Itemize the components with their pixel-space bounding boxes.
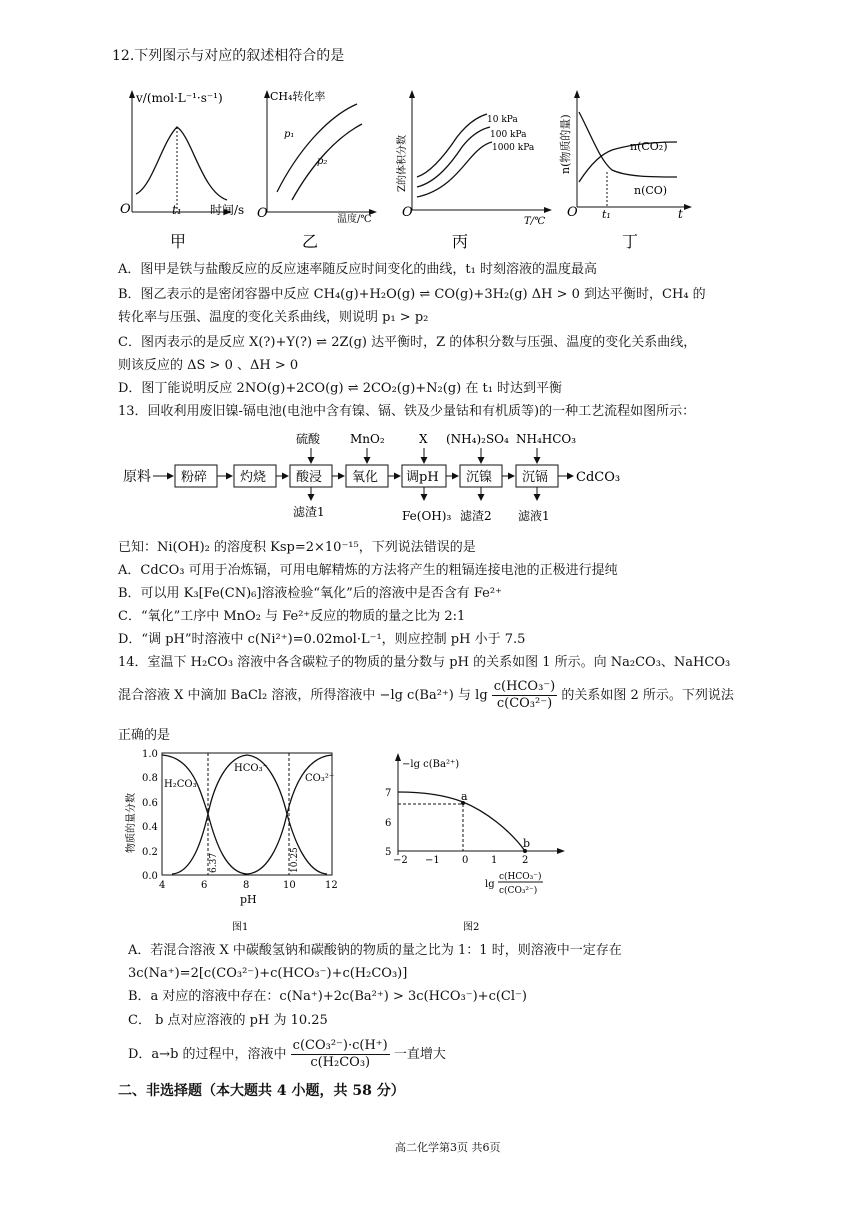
q14-option-d-num: c(CO₃²⁻)·c(H⁺) xyxy=(292,1038,388,1053)
q14-option-a-line2: 3c(Na⁺)=2[c(CO₃²⁻)+c(HCO₃⁻)+c(H₂CO₃)] xyxy=(128,966,408,981)
flow-output-1: 滤渣1 xyxy=(293,505,325,519)
page-footer: 高二化学第3页 共6页 xyxy=(395,1141,501,1154)
fig1-xtick-1: 6 xyxy=(201,880,208,891)
q12-option-c-line2: 则该反应的 ΔS > 0 、ΔH > 0 xyxy=(118,358,299,373)
q12-option-a: A．图甲是铁与盐酸反应的反应速率随反应时间变化的曲线，t₁ 时刻溶液的温度最高 xyxy=(118,262,597,277)
q14-frac-num: c(HCO₃⁻) xyxy=(493,679,556,694)
fig1-ylabel: 物质的量分数 xyxy=(126,793,137,853)
flow-box-1-label: 粉碎 xyxy=(181,470,208,485)
ding-co2: n(CO₂) xyxy=(630,140,668,153)
fig1-xtick-2: 8 xyxy=(243,880,250,891)
q14-option-d-suffix: 一直增大 xyxy=(393,1047,446,1062)
ding-ylabel: n(物质的量) xyxy=(559,114,572,174)
fig2-xtick-1: −1 xyxy=(425,855,440,866)
q14-option-d-den: c(H₂CO₃) xyxy=(310,1055,371,1070)
bing-c1: 10 kPa xyxy=(487,115,518,125)
jia-xlabel: 时间/s xyxy=(210,203,245,217)
yi-ylabel: CH₄转化率 xyxy=(270,90,326,103)
q14-figure1 xyxy=(112,745,352,935)
fig1-mark-637: 6.37 xyxy=(209,852,219,873)
q13-known: 已知：Ni(OH)₂ 的溶度积 Ksp=2×10⁻¹⁵，下列说法错误的是 xyxy=(118,540,476,555)
yi-origin: O xyxy=(257,206,268,221)
q14-frac-den: c(CO₃²⁻) xyxy=(496,696,553,711)
jia-t1: t₁ xyxy=(172,203,182,217)
yi-name: 乙 xyxy=(302,232,319,251)
jia-name: 甲 xyxy=(170,232,187,251)
fig1-xtick-3: 10 xyxy=(283,880,296,891)
bing-xlabel: T/℃ xyxy=(524,216,546,227)
q14-option-a-line1: A．若混合溶液 X 中碳酸氢钠和碳酸钠的物质的量之比为 1：1 时，则溶液中一定存在 xyxy=(128,943,622,958)
q14-stem-line3: 正确的是 xyxy=(118,728,171,743)
ding-t1: t₁ xyxy=(602,208,611,221)
q12-option-b-line1: B．图乙表示的是密闭容器中反应 CH₄(g)+H₂O(g) ⇌ CO(g)+3H₂(g) ΔH > 0 到达平衡时，CH₄ 的 xyxy=(118,287,706,302)
flow-box-3-label: 酸浸 xyxy=(296,470,323,485)
flow-input-3: X xyxy=(419,432,428,446)
figure-yi xyxy=(257,89,377,251)
flow-box-4-label: 氧化 xyxy=(352,470,379,485)
q14-stem-line1: 14．室温下 H₂CO₃ 溶液中各含碳粒子的物质的量分数与 pH 的关系如图 1 所示。向 Na₂CO₃、NaHCO₃ xyxy=(118,655,731,670)
fig1-ytick-0: 1.0 xyxy=(142,749,158,760)
fig1-xlabel: pH xyxy=(240,893,257,906)
flow-output-3: 滤渣2 xyxy=(460,509,492,523)
q13-flowchart xyxy=(118,428,758,528)
ding-origin: O xyxy=(567,205,578,220)
q14-stem2d: lg xyxy=(475,688,488,703)
bing-origin: O xyxy=(402,205,413,220)
section-2-heading: 二、非选择题（本大题共 4 小题，共 58 分） xyxy=(118,1083,405,1099)
fig1-caption: 图1 xyxy=(232,922,249,933)
flow-input-5: NH₄HCO₃ xyxy=(516,432,577,446)
q14-stem2a: 混合溶液 X 中滴加 BaCl₂ 溶液，所得溶液中 xyxy=(118,688,376,703)
fig2-xlabel-den: c(CO₃²⁻) xyxy=(499,886,538,896)
q12-option-c-line1: C．图丙表示的是反应 X(?)+Y(?) ⇌ 2Z(g) 达平衡时，Z 的体积分数与压强、温度的变化关系曲线， xyxy=(118,335,697,350)
flow-output-2: Fe(OH)₃ xyxy=(402,509,452,523)
ding-name: 丁 xyxy=(622,232,639,251)
fig2-point-b: b xyxy=(523,837,531,850)
q14-option-d xyxy=(128,1035,446,1075)
flow-start: 原料 xyxy=(123,469,151,485)
fig1-ytick-1: 0.8 xyxy=(142,773,158,784)
fig1-xtick-4: 12 xyxy=(325,880,338,891)
fig2-ytick-5: 5 xyxy=(385,847,392,858)
fig1-series-h2co3: H₂CO₃ xyxy=(164,779,197,790)
jia-ylabel: v/(mol·L⁻¹·s⁻¹) xyxy=(136,91,223,105)
fig1-series-hco3: HCO₃⁻ xyxy=(234,763,268,774)
yi-p1: p₁ xyxy=(284,129,295,140)
fig1-xticks xyxy=(159,880,338,891)
fig1-ytick-5: 0.0 xyxy=(142,871,158,882)
fig2-xtick-2: 0 xyxy=(462,855,469,866)
q13-option-b: B．可以用 K₃[Fe(CN)₆]溶液检验“氧化”后的溶液中是否含有 Fe²⁺ xyxy=(118,586,502,601)
figure-ding xyxy=(558,90,692,251)
fig2-xlabel-lg: lg xyxy=(485,879,495,890)
q14-stem-line2 xyxy=(118,676,734,716)
fig2-ylabel: −lg c(Ba²⁺) xyxy=(402,759,460,770)
q13-stem: 13．回收利用废旧镍-镉电池(电池中含有镍、镉、铁及少量钴和有机质等)的一种工艺流程如图所示： xyxy=(118,404,696,419)
fig1-xtick-0: 4 xyxy=(159,880,166,891)
ding-co: n(CO) xyxy=(634,184,668,197)
flow-box-2-label: 灼烧 xyxy=(240,470,267,485)
bing-ylabel: Z的体积分数 xyxy=(397,135,408,192)
q13-option-d: D．“调 pH”时溶液中 c(Ni²⁺)=0.02mol·L⁻¹，则应控制 pH 小于 7.5 xyxy=(118,632,526,647)
fig2-xtick-4: 2 xyxy=(522,855,529,866)
q12-figures xyxy=(112,82,692,257)
flow-box-7-label: 沉镉 xyxy=(522,470,549,485)
fig2-xlabel-num: c(HCO₃⁻) xyxy=(499,872,542,882)
figure-jia xyxy=(120,90,244,251)
bing-c3: 1000 kPa xyxy=(492,143,535,153)
q12-option-d: D．图丁能说明反应 2NO(g)+2CO(g) ⇌ 2CO₂(g)+N₂(g) 在 t₁ 时达到平衡 xyxy=(118,381,563,396)
fig2-point-a: a xyxy=(461,790,468,803)
flow-box-5-label: 调pH xyxy=(406,470,439,485)
q13-option-c: C．“氧化”工序中 MnO₂ 与 Fe²⁺反应的物质的量之比为 2:1 xyxy=(118,609,466,624)
fig2-xtick-3: 1 xyxy=(491,855,498,866)
q14-stem2e: 的关系如图 2 所示。下列说法 xyxy=(561,688,734,703)
yi-xlabel: 温度/℃ xyxy=(337,214,372,225)
q14-option-d-prefix: D．a→b 的过程中，溶液中 xyxy=(128,1047,287,1062)
fig1-ytick-2: 0.6 xyxy=(142,798,158,809)
flow-output-4: 滤液1 xyxy=(518,509,550,523)
q12-stem: 12.下列图示与对应的叙述相符合的是 xyxy=(112,48,345,64)
fig1-ytick-3: 0.4 xyxy=(142,822,158,833)
bing-name: 丙 xyxy=(452,232,469,251)
flow-input-4: (NH₄)₂SO₄ xyxy=(446,432,509,446)
ding-xlabel: t xyxy=(678,207,683,221)
jia-origin: O xyxy=(120,202,131,217)
bing-c2: 100 kPa xyxy=(490,130,527,140)
fig1-ytick-4: 0.2 xyxy=(142,847,158,858)
q14-stem-fraction xyxy=(492,679,557,712)
fig1-series-co3: CO₃²⁻ xyxy=(305,773,335,784)
figure-bing xyxy=(395,90,552,251)
q14-figure2 xyxy=(375,745,575,935)
q14-stem2c: 与 xyxy=(458,688,472,703)
yi-p2: p₂ xyxy=(317,156,328,167)
flow-box-6-label: 沉镍 xyxy=(466,470,493,485)
q14-option-d-fraction xyxy=(291,1038,390,1071)
flow-input-2: MnO₂ xyxy=(350,432,385,446)
q14-stem2b: −lg c(Ba²⁺) xyxy=(379,688,454,703)
fig2-xtick-0: −2 xyxy=(393,855,408,866)
flow-end: CdCO₃ xyxy=(576,470,621,485)
fig2-ytick-6: 6 xyxy=(385,818,392,829)
fig1-yticks xyxy=(142,749,158,882)
fig1-mark-1025: 10.25 xyxy=(290,847,300,873)
flow-input-1: 硫酸 xyxy=(296,432,321,446)
q14-option-c: C． b 点对应溶液的 pH 为 10.25 xyxy=(128,1013,328,1028)
q14-option-b: B．a 对应的溶液中存在：c(Na⁺)+2c(Ba²⁺) > 3c(HCO₃⁻)+c(Cl⁻) xyxy=(128,989,527,1004)
q13-option-a: A．CdCO₃ 可用于冶炼镉，可用电解精炼的方法将产生的粗镉连接电池的正极进行提纯 xyxy=(118,563,618,578)
fig2-caption: 图2 xyxy=(463,922,480,933)
fig2-ytick-7: 7 xyxy=(385,788,392,799)
q12-option-b-line2: 转化率与压强、温度的变化关系曲线，则说明 p₁ > p₂ xyxy=(118,310,429,325)
